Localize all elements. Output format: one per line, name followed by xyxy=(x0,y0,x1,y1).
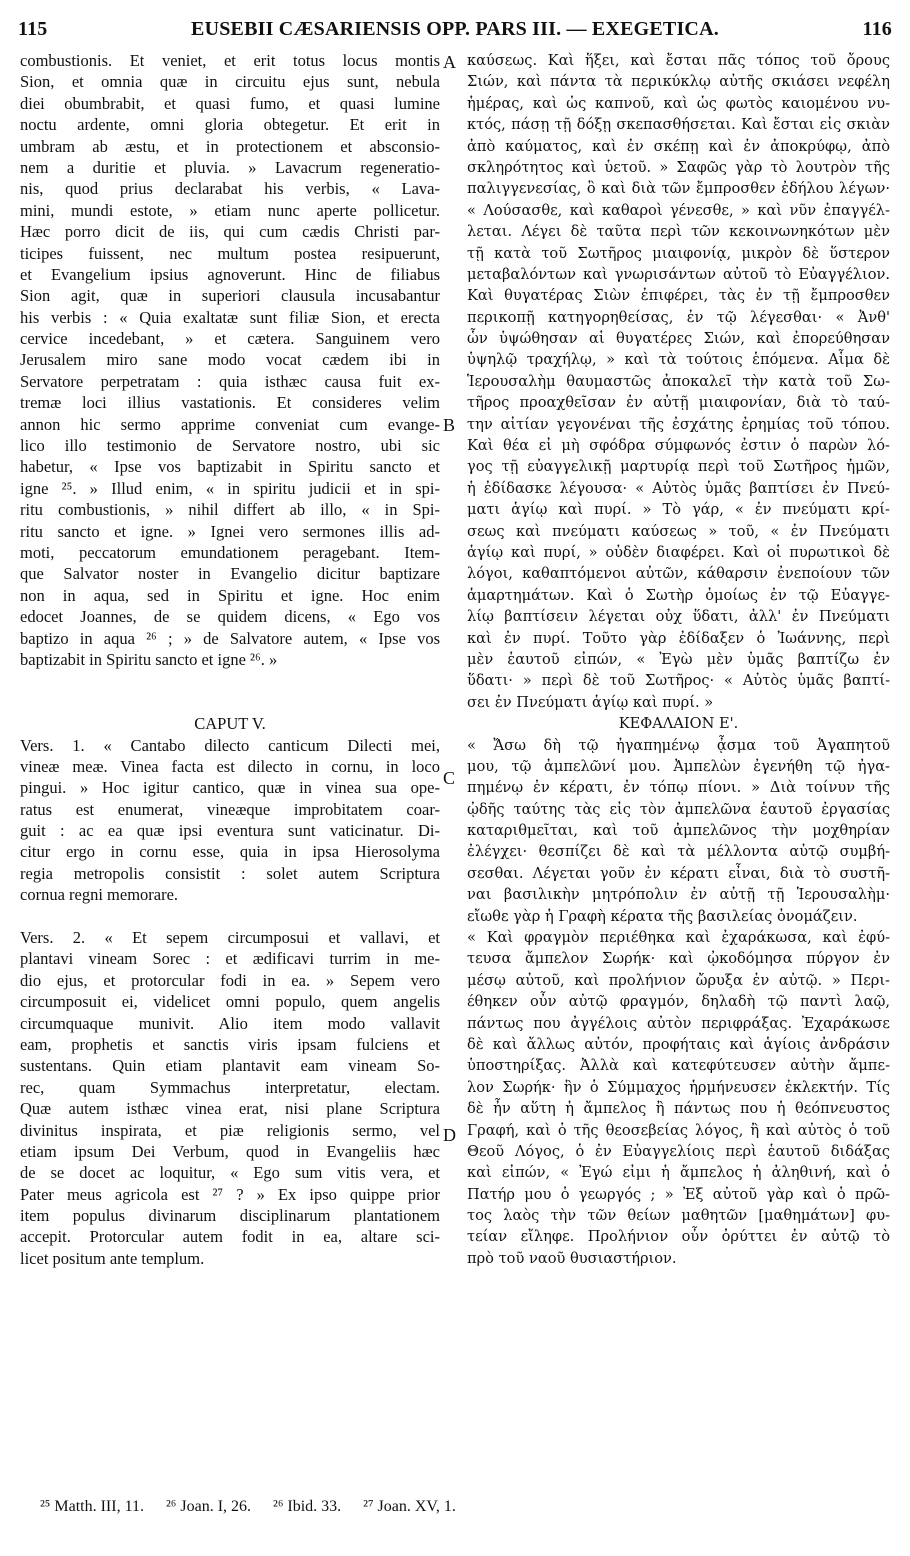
latin-text-line: circumposuit ei, videlicet omni populo, quem angelis xyxy=(20,992,440,1012)
greek-text-line: λίῳ βαπτίσειν λέγεται οὐχ ὕδατι, ἀλλ' ἐν Πνεύματι xyxy=(467,608,890,626)
latin-text-line: vineæ meæ. Vinea facta est dilecto in cornu, in loco xyxy=(20,756,440,776)
greek-text-line: τῇ κατὰ τοῦ Σωτῆρος μιαιφονίᾳ, μικρὸν δὲ ὕστερον xyxy=(467,244,890,262)
greek-text-line: Ἱερουσαλὴμ θαυμαστῶς ἀποκαλεῖ τὴν κατὰ τοῦ Σω- xyxy=(467,372,890,390)
margin-marker-b: B xyxy=(443,415,456,435)
greek-text-line: καύσεως. Καὶ ἥξει, καὶ ἔσται πᾶς τόπος τοῦ ὄρους xyxy=(467,52,890,69)
greek-text-line: Σιών, καὶ πάντα τὰ περικύκλῳ αὐτῆς σκιάσει νεφέλη xyxy=(467,73,890,91)
latin-text-line: diei obumbrabit, et quasi fumo, et quasi lumine xyxy=(20,93,440,113)
greek-text-line: κτός, πάσῃ τῇ δόξῃ σκεπασθήσεται. Καὶ ἔσται εἰς σκιὰν xyxy=(467,116,890,134)
greek-text-line: σει ἐν Πνεύματι ἁγίῳ καὶ πυρί. » xyxy=(467,693,714,711)
greek-text-line: ἡμέρας, καὶ ὡς καπνοῦ, καὶ ὡς φωτὸς καιομένου νυ- xyxy=(467,94,890,112)
latin-text-line: Sion, et omnia quæ in circuitu ejus sunt, nebula xyxy=(20,72,440,92)
page-number-left: 115 xyxy=(18,18,48,40)
latin-text-line: de se docet ac loquitur, « Ego sum vitis vera, et xyxy=(20,1163,440,1183)
latin-text-line: Quæ autem isthæc vinea erat, nisi plane Scriptura xyxy=(20,1099,440,1119)
greek-text-line: ἁμαρτημάτων. Καὶ ὁ Σωτὴρ ὁμοίως ἐν τῷ Εὐαγγε- xyxy=(467,586,890,604)
greek-text-line: « Καὶ φραγμὸν περιέθηκα καὶ ἐχαράκωσα, καὶ ἐφύ- xyxy=(467,929,890,947)
greek-text-line: ματι ἁγίῳ καὶ πυρί. » Τὸ γάρ, « ἐν πνεύματι κρί- xyxy=(467,501,890,519)
greek-text-line: σεσθαι. Λέγεται γοῦν ἐν κέρατι εἶναι, διὰ τὸ συστῆ- xyxy=(467,864,890,882)
latin-text-line: habetur, « Ipse vos baptizabit in Spiritu sancto et xyxy=(20,457,440,477)
greek-text-line: λον Σωρήκ· ἣν ὁ Σύμμαχος ἡρμήνευσεν ἐκλεκτήν. Τίς xyxy=(467,1078,890,1096)
margin-marker-c: C xyxy=(443,768,456,788)
greek-text-line: παλιγγενεσίας, ὃ καὶ διὰ τῶν ἔμπροσθεν ἐδήλου λέγων· xyxy=(467,180,890,198)
greek-text-line: πρὸ τοῦ ναοῦ θυσιαστήριον. xyxy=(467,1249,677,1267)
margin-marker-a: A xyxy=(443,52,456,72)
section-heading: CAPUT V. xyxy=(194,714,266,734)
margin-marker-d: D xyxy=(443,1125,456,1145)
latin-text-line: combustionis. Et veniet, et erit totus locus montis xyxy=(20,51,440,70)
latin-text-line: citur ergo in cornu esse, quia in ipsa Hierosolyma xyxy=(20,842,440,862)
latin-text-line: moti, peccatorum emundationem peragebant. Item- xyxy=(20,542,440,562)
latin-text-line: Vers. 1. « Cantabo dilecto canticum Dilecti mei, xyxy=(20,735,440,755)
latin-column xyxy=(20,50,440,1269)
greek-text-line: λεται. Λέγει δὲ ταῦτα περὶ τῶν κεκοινωνηκότων μὲν xyxy=(467,223,890,241)
greek-text-line: καὶ ἐν πυρί. Τοῦτο γὰρ ἐδίδαξεν ὁ Ἰωάννης, περὶ xyxy=(467,629,890,647)
latin-text-line: his verbis : « Quia exaltatæ sunt filiæ Sion, et erecta xyxy=(20,307,440,327)
greek-text-line: μὲν ἑαυτοῦ εἰπών, « Ἐγὼ μὲν ὑμᾶς βαπτίζω ἐν xyxy=(467,650,890,668)
latin-text-line: Vers. 2. « Et sepem circumposui et vallavi, et xyxy=(20,928,440,948)
latin-text-line: accepit. Protorcular autem fodit in ea, altare sci- xyxy=(20,1227,440,1247)
greek-text-line: καὶ εἰπών, « Ἐγώ εἰμι ἡ ἄμπελος ἡ ἀληθινή, καὶ ὁ xyxy=(467,1164,890,1182)
latin-text-line: nem a duritie et pluvia. » Lavacrum regeneratio- xyxy=(20,157,440,177)
page-number-right: 116 xyxy=(862,18,892,40)
greek-text-line: γος τῇ εὐαγγελικῇ μαρτυρίᾳ περὶ τοῦ Σωτῆρος ἡμῶν, xyxy=(467,458,890,476)
latin-text-line: plantavi vineam Sorec : et ædificavi turrim in me- xyxy=(20,949,440,969)
footnote: ²⁷ Joan. XV, 1. xyxy=(363,1498,456,1515)
latin-text-line: divinitus inspirata, et piæ religionis sermo, vel xyxy=(20,1120,440,1140)
greek-text-line: εἴωθε γὰρ ἡ Γραφὴ κέρατα τῆς βασιλείας ὀνομάζειν. xyxy=(467,907,858,925)
greek-text-line: ἁγίῳ καὶ πυρί, » οὐδὲν διαφέρει. Καὶ οἱ πυρωτικοὶ δὲ xyxy=(467,543,890,561)
latin-text-line: ritu sancto et igne. » Ignei vero sermones illis ad- xyxy=(20,521,440,541)
footnote: ²⁶ Ibid. 33. xyxy=(273,1498,342,1515)
greek-text-line: ὕδατι· » περὶ δὲ τοῦ Σωτῆρος· « Αὐτὸς ὑμᾶς βαπτί- xyxy=(467,672,890,690)
greek-text-line: ναι βασιλικὴν μητρόπολιν ἐν αὐτῇ τῇ Ἱερουσαλὴμ· xyxy=(467,886,890,904)
latin-text-line: cervice incedebant, » et cætera. Sanguinem vero xyxy=(20,329,440,349)
greek-text-line: Καὶ θυγατέρας Σιὼν ἐπιφέρει, τὰς ἐν τῇ ἔμπροσθεν xyxy=(467,287,890,305)
greek-column xyxy=(467,50,890,1269)
latin-text-line: edocet Joannes, de se quidem dicens, « Ego vos xyxy=(20,607,440,627)
latin-text-line: Sion agit, quæ in superiori clausula incusabantur xyxy=(20,286,440,306)
greek-text-line: σκληρότητος καὶ ὑετοῦ. » Σαφῶς γὰρ τὸ λουτρὸν τῆς xyxy=(467,158,890,176)
latin-text-line: dio ejus, et protorcular fodi in ea. » Sepem vero xyxy=(20,970,440,990)
latin-text-line: baptizabit in Spiritu sancto et igne ²⁶. » xyxy=(20,649,278,669)
spacer xyxy=(20,906,440,927)
running-title: EUSEBII CÆSARIENSIS OPP. PARS III. — EXEGETICA. xyxy=(191,18,719,40)
latin-text-line: item populus divinarum disciplinarum plantationem xyxy=(20,1206,440,1226)
greek-text-line: « Ἄσω δὴ τῷ ἠγαπημένῳ ᾆσμα τοῦ Ἀγαπητοῦ xyxy=(467,736,890,754)
latin-text-line: ratus est enumerat, vineæque improbitatem coar- xyxy=(20,799,440,819)
greek-text-line: την αἰτίαν γεγονέναι τῆς ἐσχάτης ἐρημίας τοῦ τόπου. xyxy=(467,415,890,433)
page-header xyxy=(18,18,892,46)
greek-text-line: τείαν εἴληφε. Προλήνιον οὖν ὀρύττει ἐν αὐτῷ τὸ xyxy=(467,1228,890,1246)
section-heading: ΚΕΦΑΛΑΙΟΝ Ε'. xyxy=(618,715,739,733)
latin-text-line: tremæ loci illius vastationis. Et consideres velim xyxy=(20,393,440,413)
latin-text-line: eam, prophetis et sanctis viris ipsam fulciens et xyxy=(20,1034,440,1054)
latin-text-line: baptizo in aqua ²⁶ ; » de Salvatore autem, « Ipse vos xyxy=(20,628,440,648)
greek-text-line: Πατήρ μου ὁ γεωργός ; » Ἐξ αὐτοῦ γὰρ καὶ ὁ πρῶ- xyxy=(467,1185,890,1203)
latin-text-line: nis, quod prius declarabat his verbis, « Lava- xyxy=(20,179,440,199)
greek-text-line: πάντως που ἀγγέλοις αὐτὸν περιφράξας. Ἐχαράκωσε xyxy=(467,1014,890,1032)
latin-text-line: regia metropolis consistit : solet autem Scriptura xyxy=(20,863,440,883)
latin-text-line: Jerusalem miro sane modo vocat cædem ibi in xyxy=(20,350,440,370)
greek-text-line: ἐλέγχει· θεσπίζει δὲ καὶ τὰ μέλλοντα αὐτῷ συμβή- xyxy=(467,843,890,861)
greek-text-line: ἀπὸ καύματος, καὶ ἐν σκέπῃ καὶ ἐν ἀποκρύφῳ, ἀπὸ xyxy=(467,137,890,155)
greek-text-line: μου, τῷ ἀμπελῶνί μου. Ἀμπελὼν ἐγενήθη τῷ ἠγα- xyxy=(467,757,890,775)
latin-text-line: circumquaque munivit. Alio item modo vallavit xyxy=(20,1013,440,1033)
greek-text-line: Γραφή, καὶ ὁ τῆς θεοσεβείας λόγος, ἢ καὶ αὐτὸς ὁ τοῦ xyxy=(467,1121,890,1139)
greek-text-line: σεως καὶ πνεύματι καύσεως » τοῦ, « ἐν Πνεύματι xyxy=(467,522,890,540)
latin-text-line: igne ²⁵. » Illud enim, « in spiritu judicii et in spi- xyxy=(20,478,440,498)
greek-text-line: ὑποστηρίξας. Ἀλλὰ καὶ κατεφύτευσεν αὐτὴν ἄμπε- xyxy=(467,1057,890,1075)
footnote: ²⁵ Matth. III, 11. xyxy=(40,1498,144,1515)
latin-text-line: non in aqua, sed in Spiritu et igne. Hoc enim xyxy=(20,585,440,605)
greek-text-line: περικοπῇ κατηγορηθείσας, ἐν τῷ λέγεσθαι· « Ἀνθ' xyxy=(467,308,890,326)
spacer xyxy=(20,692,440,713)
greek-text-line: ἡ ἐδίδασκε λέγουσα· « Αὐτὸς ὑμᾶς βαπτίσει ἐν Πνεύ- xyxy=(467,479,890,497)
latin-text-line: umbram ab æstu, et in protectionem et absconsio- xyxy=(20,136,440,156)
greek-text-line: έθηκεν οὖν αὐτῷ φραγμόν, δηλαδὴ τῷ παντὶ λαῷ, xyxy=(467,993,890,1011)
latin-text-line: rec, quam Symmachus interpretatur, electam. xyxy=(20,1077,440,1097)
latin-text-line: Servatore perpetratam : quia isthæc causa fuit ex- xyxy=(20,371,440,391)
latin-text-line: sustentans. Quin etiam plantavit eam vineam So- xyxy=(20,1056,440,1076)
latin-text-line: lico illo testimonio de Servatore nostro, ubi sic xyxy=(20,436,440,456)
latin-text-line: etiam ipsum Dei Verbum, quod in Evangeliis hæc xyxy=(20,1141,440,1161)
greek-text-line: Καὶ θέα εἰ μὴ σφόδρα σύμφωνός ἐστιν ὁ παρὼν λό- xyxy=(467,437,890,455)
footnotes xyxy=(40,1498,474,1516)
greek-text-line: ὑψηλῷ τραχήλῳ, » καὶ τὰ τούτοις ἑπόμενα. Αἷμα δὲ xyxy=(467,351,890,369)
greek-text-line: ᾠδῆς ταύτης τὰς εἰς τὸν ἀμπελῶνα ἑαυτοῦ ἐργασίας xyxy=(467,800,890,818)
greek-text-line: μέσῳ αὐτοῦ, καὶ προλήνιον ὤρυξα ἐν αὐτῷ. » Περι- xyxy=(467,971,890,989)
latin-text-line: pingui. » Hoc igitur cantico, quæ in vinea sua ope- xyxy=(20,778,440,798)
greek-text-line: δὲ ἦν αὕτη ἡ ἄμπελος ἢ πάντως που ἡ θεόπνευστος xyxy=(467,1100,890,1118)
greek-text-line: μεταβαλόντων καὶ γνωρισάντων αὐτοῦ τὸ Εὐαγγέλιον. xyxy=(467,265,890,283)
greek-text-line: πημένῳ ἐν κέρατι, ἐν τόπῳ πίονι. » Διὰ τοίνυν τῆς xyxy=(467,779,890,797)
greek-text-line: δὲ καὶ ἄλλως αὐτόν, προφήταις καὶ ἁγίοις ἀνδράσιν xyxy=(467,1035,890,1053)
latin-text-line: cornua regni memorare. xyxy=(20,885,179,905)
greek-text-line: τευσα ἄμπελον Σωρήκ· καὶ ᾠκοδόμησα πύργον ἐν xyxy=(467,950,890,968)
greek-text-line: λόγοι, καθαπτόμενοι αὐτῶν, κάθαρσιν ἐνεποίουν τῶν xyxy=(467,565,890,583)
greek-text-line: « Λούσασθε, καὶ καθαροὶ γένεσθε, » καὶ νῦν ἐπαγγέλ- xyxy=(467,201,890,219)
latin-text-line: Hæc porro dicit de iis, qui cum cædis Christi par- xyxy=(20,222,440,242)
latin-text-line: guit : ac ea quæ ipsi eventura sunt vaticinatur. Di- xyxy=(20,821,440,841)
latin-text-line: annon hic sermo apprime conveniat cum evange- xyxy=(20,414,440,434)
latin-text-line: et Evangelium ipsius agnoverunt. Hinc de filiabus xyxy=(20,264,440,284)
greek-text-line: καταριθμεῖται, καὶ τοῦ ἀμπελῶνος τὴν μοχθηρίαν xyxy=(467,822,890,840)
latin-text-line: ritu combustionis, » nihil differt ab illo, « in Spi- xyxy=(20,500,440,520)
greek-text-line: τος λαὸς τὴν τῶν θείων μαθητῶν [μαθημάτων] φυ- xyxy=(467,1207,890,1225)
latin-text-line: noctu ardente, omni gloria obtegetur. Et erit in xyxy=(20,115,440,135)
latin-text-line: que Salvator noster in Evangelio dicitur baptizare xyxy=(20,564,440,584)
latin-text-line: Pater meus agricola est ²⁷ ? » Ex ipso quippe prior xyxy=(20,1184,440,1204)
greek-text-line: Θεοῦ Λόγος, ὁ ἐν Εὐαγγελίοις περὶ ἑαυτοῦ διδάξας xyxy=(467,1142,890,1160)
spacer xyxy=(20,670,440,691)
greek-text-line: τῆρος προαχθεῖσαν ἐν αὐτῇ μιαιφονίαν, διὰ τὸ ταύ- xyxy=(467,394,890,412)
greek-text-line: ὧν ὑψώθησαν αἱ θυγατέρες Σιών, καὶ ἐπορεύθησαν xyxy=(467,330,890,348)
latin-text-line: licet positum ante templum. xyxy=(20,1248,205,1268)
latin-text-line: mini, mundi estote, » etiam nunc aperte pollicetur. xyxy=(20,200,440,220)
latin-text-line: ticipes fuissent, nec multum postea resipuerunt, xyxy=(20,243,440,263)
footnote: ²⁶ Joan. I, 26. xyxy=(165,1498,252,1515)
